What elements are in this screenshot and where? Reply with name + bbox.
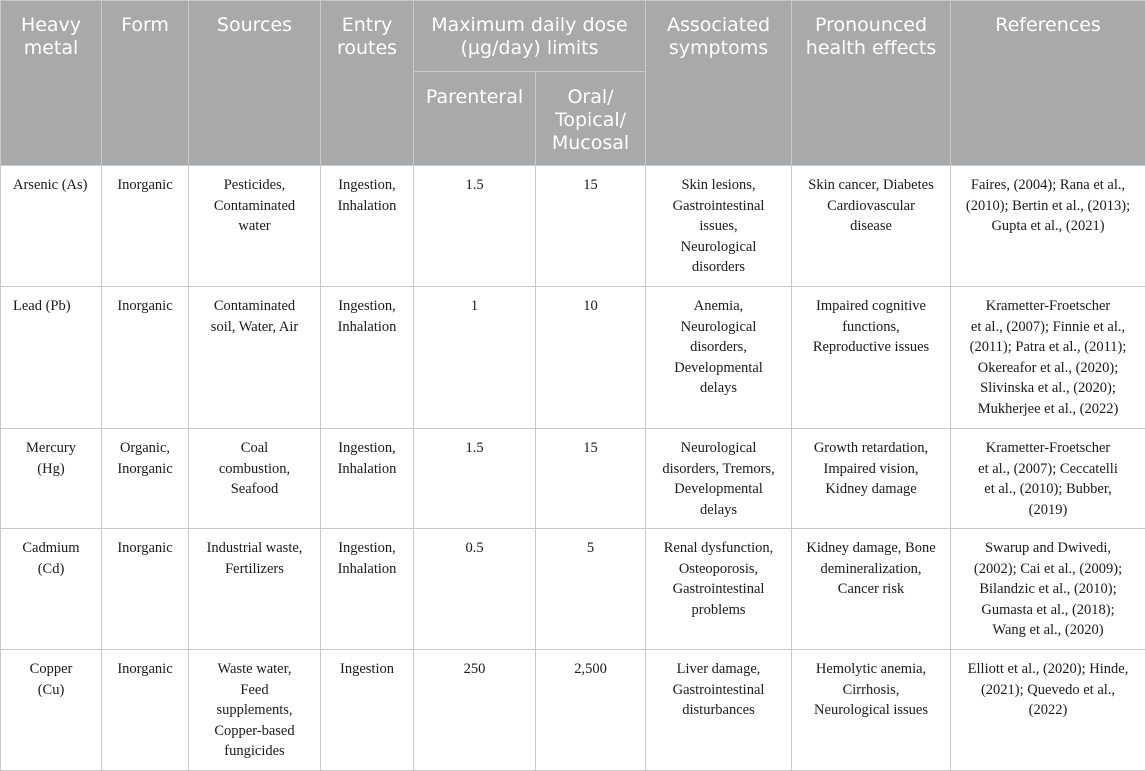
cell-parenteral: 0.5 <box>414 529 536 650</box>
header-health-effects: Pronounced health effects <box>792 1 951 166</box>
table-row <box>1 529 1145 650</box>
cell-parenteral: 250 <box>414 650 536 771</box>
cell-symptoms: Liver damage, Gastrointestinal disturbances <box>646 650 792 771</box>
cell-symptoms: Anemia, Neurological disorders, Developmental delays <box>646 287 792 429</box>
cell-entry-routes: Ingestion, Inhalation <box>321 166 414 287</box>
cell-form: Inorganic <box>102 529 189 650</box>
header-oral-topical-mucosal: Oral/ Topical/ Mucosal <box>536 72 646 166</box>
cell-metal: Mercury (Hg) <box>1 429 102 529</box>
cell-metal: Cadmium (Cd) <box>1 529 102 650</box>
table-row <box>1 650 1145 771</box>
cell-oral: 15 <box>536 429 646 529</box>
cell-oral: 15 <box>536 166 646 287</box>
cell-references: Elliott et al., (2020); Hinde, (2021); Quevedo et al., (2022) <box>951 650 1145 771</box>
cell-metal: Copper (Cu) <box>1 650 102 771</box>
cell-references: Swarup and Dwivedi, (2002); Cai et al., (2009); Bilandzic et al., (2010); Gumasta et al., (2018); Wang et al., (2020) <box>951 529 1145 650</box>
header-heavy-metal: Heavy metal <box>1 1 102 166</box>
cell-metal: Arsenic (As) <box>1 166 102 287</box>
cell-oral: 5 <box>536 529 646 650</box>
cell-sources: Industrial waste, Fertilizers <box>189 529 321 650</box>
cell-entry-routes: Ingestion, Inhalation <box>321 429 414 529</box>
cell-sources: Waste water, Feed supplements, Copper-based fungicides <box>189 650 321 771</box>
cell-health-effects: Skin cancer, Diabetes Cardiovascular disease <box>792 166 951 287</box>
cell-oral: 2,500 <box>536 650 646 771</box>
header-max-daily-dose: Maximum daily dose (µg/day) limits <box>414 1 646 72</box>
cell-entry-routes: Ingestion <box>321 650 414 771</box>
cell-references: Krametter-Froetscher et al., (2007); Ceccatelli et al., (2010); Bubber, (2019) <box>951 429 1145 529</box>
table-header <box>1 1 1145 166</box>
table-body <box>1 166 1145 771</box>
cell-form: Inorganic <box>102 650 189 771</box>
header-entry-routes: Entry routes <box>321 1 414 166</box>
header-sources: Sources <box>189 1 321 166</box>
table-row <box>1 287 1145 429</box>
table-row <box>1 429 1145 529</box>
cell-symptoms: Renal dysfunction, Osteoporosis, Gastrointestinal problems <box>646 529 792 650</box>
cell-sources: Pesticides, Contaminated water <box>189 166 321 287</box>
cell-parenteral: 1 <box>414 287 536 429</box>
cell-symptoms: Neurological disorders, Tremors, Developmental delays <box>646 429 792 529</box>
cell-form: Inorganic <box>102 287 189 429</box>
cell-sources: Contaminated soil, Water, Air <box>189 287 321 429</box>
cell-form: Inorganic <box>102 166 189 287</box>
header-parenteral: Parenteral <box>414 72 536 166</box>
cell-health-effects: Impaired cognitive functions, Reproductive issues <box>792 287 951 429</box>
cell-parenteral: 1.5 <box>414 429 536 529</box>
header-associated-symptoms: Associated symptoms <box>646 1 792 166</box>
cell-entry-routes: Ingestion, Inhalation <box>321 287 414 429</box>
header-form: Form <box>102 1 189 166</box>
cell-form: Organic, Inorganic <box>102 429 189 529</box>
cell-metal: Lead (Pb) <box>1 287 102 429</box>
cell-entry-routes: Ingestion, Inhalation <box>321 529 414 650</box>
cell-references: Faires, (2004); Rana et al., (2010); Bertin et al., (2013); Gupta et al., (2021) <box>951 166 1145 287</box>
header-references: References <box>951 1 1145 166</box>
cell-symptoms: Skin lesions, Gastrointestinal issues, Neurological disorders <box>646 166 792 287</box>
cell-parenteral: 1.5 <box>414 166 536 287</box>
cell-sources: Coal combustion, Seafood <box>189 429 321 529</box>
cell-references: Krametter-Froetscher et al., (2007); Finnie et al., (2011); Patra et al., (2011); Okereafor et al., (2020); Slivinska et al., (2020); Mukherjee et al., (2022) <box>951 287 1145 429</box>
table-row <box>1 166 1145 287</box>
cell-health-effects: Growth retardation, Impaired vision, Kidney damage <box>792 429 951 529</box>
cell-health-effects: Hemolytic anemia, Cirrhosis, Neurological issues <box>792 650 951 771</box>
cell-oral: 10 <box>536 287 646 429</box>
cell-health-effects: Kidney damage, Bone demineralization, Cancer risk <box>792 529 951 650</box>
